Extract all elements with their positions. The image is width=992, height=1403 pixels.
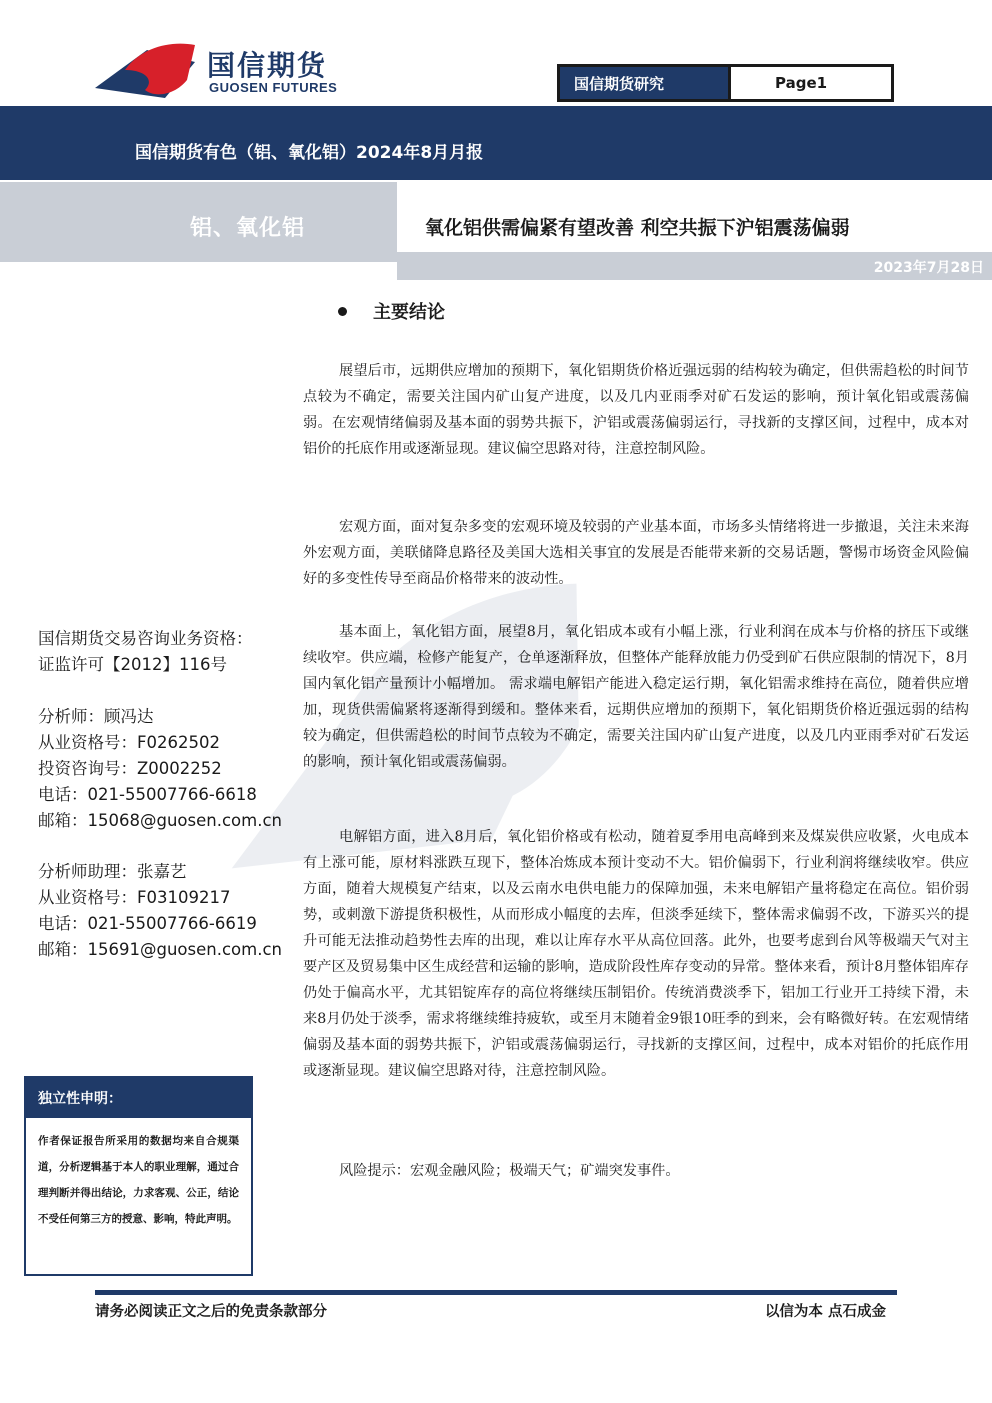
independence-statement — [24, 1076, 253, 1276]
paragraph-outlook: 展望后市，远期供应增加的预期下，氧化铝期货价格近强远弱的结构较为确定，但供需趋松的时间节点较为不确定，需要关注国内矿山复产进度，以及几内亚雨季对矿石发运的影响，预计氧化铝或震荡偏弱。在宏观情绪偏弱及基本面的弱势共振下，沪铝或震荡偏弱运行，寻找新的支撑区间，过程中，成本对铝价的托底作用或逐渐显现。建议偏空思路对待，注意控制风险。 — [303, 363, 969, 457]
guosen-logo — [95, 40, 365, 100]
analyst-advisory-id: 投资咨询号：Z0002252 — [38, 759, 222, 778]
analyst-cert: 从业资格号：F0262502 — [38, 733, 220, 752]
header-tags — [557, 64, 894, 102]
footer-disclaimer-note: 请务必阅读正文之后的免责条款部分 — [95, 1304, 327, 1320]
analyst-info — [38, 704, 282, 834]
paragraph-macro: 宏观方面，面对复杂多变的宏观环境及较弱的产业基本面，市场多头情绪将进一步撤退，关注未来海外宏观方面，美联储降息路径及美国大选相关事宜的发展是否能带来新的交易话题，警惕市场资金风险偏好的多变性传导至商品价格带来的波动性。 — [303, 519, 969, 587]
paragraph-risk: 风险提示：宏观金融风险；极端天气；矿端突发事件。 — [339, 1163, 680, 1179]
assistant-name: 分析师助理：张嘉艺 — [38, 862, 187, 881]
assistant-cert: 从业资格号：F03109217 — [38, 888, 231, 907]
section-heading — [338, 298, 445, 324]
paragraph-fundamentals: 基本面上，氧化铝方面，展望8月，氧化铝成本或有小幅上涨，行业利润在成本与价格的挤压下或继续收窄。供应端，检修产能复产，仓单逐渐释放，但整体产能释放能力仍受到矿石供应限制的情况下，8月国内氧化铝产量预计小幅增加。 需求端电解铝产能进入稳定运行期，氧化铝需求维持在高位，随着供应增加，现货供需偏紧将逐渐得到缓和。整体来看，远期供应增加的预期下，氧化铝期货价格近强远弱的结构较为确定，但供需趋松的时间节点较为不确定，需要关注国内矿山复产进度，以及几内亚雨季对矿石发运的影响，预计氧化铝或震荡偏弱。 — [303, 624, 969, 770]
report-title: 国信期货有色（铝、氧化铝）2024年8月月报 — [135, 143, 484, 163]
disclaimer-title: 独立性申明： — [26, 1078, 251, 1118]
guosen-logo-icon — [95, 40, 205, 100]
subject-label: 铝、氧化铝 — [190, 216, 306, 241]
report-date: 2023年7月28日 — [873, 260, 984, 276]
analyst-email[interactable]: 邮箱：15068@guosen.com.cn — [38, 811, 282, 830]
brand-name-cn: 国信期货 — [207, 49, 328, 82]
brand-name-en: GUOSEN FUTURES — [209, 80, 338, 95]
bullet-icon — [338, 307, 347, 316]
footer-slogan: 以信为本 点石成金 — [764, 1304, 886, 1320]
assistant-email[interactable]: 邮箱：15691@guosen.com.cn — [38, 940, 282, 959]
assistant-phone: 电话：021-55007766-6619 — [38, 914, 257, 933]
qualification-info — [38, 626, 253, 678]
headline: 氧化铝供需偏紧有望改善 利空共振下沪铝震荡偏弱 — [425, 217, 850, 239]
department-label: 国信期货研究 — [560, 67, 728, 99]
paragraph-electrolytic-aluminum: 电解铝方面，进入8月后，氧化铝价格或有松动，随着夏季用电高峰到来及煤炭供应收紧，火电成本有上涨可能，原材料涨跌互现下，整体冶炼成本预计变动不大。铝价偏弱下，行业利润将继续收窄。供应方面，随着大规模复产结束，以及云南水电供电能力的保障加强，未来电解铝产量将稳定在高位。铝价弱势，或刺激下游提货积极性，从而形成小幅度的去库，但淡季延续下，整体需求偏弱不改，下游买兴的提升可能无法推动趋势性去库的出现，难以让库存水平从高位回落。此外，也要考虑到台风等极端天气对主要产区及贸易集中区生成经营和运输的影响，造成阶段性库存变动的异常。整体来看，预计8月整体铝库存仍处于偏高水平，尤其铝锭库存的高位将继续压制铝价。传统消费淡季下，铝加工行业开工持续下滑，未来8月仍处于淡季，需求将继续维持疲软，或至月末随着金9银10旺季的到来，会有略微好转。在宏观情绪偏弱及基本面的弱势共振下，沪铝或震荡偏弱运行，寻找新的支撑区间，过程中，成本对铝价的托底作用或逐渐显现。建议偏空思路对待，注意控制风险。 — [303, 829, 969, 1079]
assistant-info — [38, 859, 282, 963]
page-label: Page1 — [728, 67, 891, 99]
analyst-phone: 电话：021-55007766-6618 — [38, 785, 257, 804]
disclaimer-text: 作者保证报告所采用的数据均来自合规渠道，分析逻辑基于本人的职业理解，通过合理判断并得出结论，力求客观、公正，结论不受任何第三方的授意、影响，特此声明。 — [38, 1135, 239, 1225]
license-line: 证监许可【2012】116号 — [38, 655, 227, 674]
section-title: 主要结论 — [373, 302, 445, 323]
analyst-name: 分析师：顾冯达 — [38, 707, 154, 726]
footer-divider — [95, 1290, 897, 1295]
qualification-line: 国信期货交易咨询业务资格： — [38, 629, 253, 648]
